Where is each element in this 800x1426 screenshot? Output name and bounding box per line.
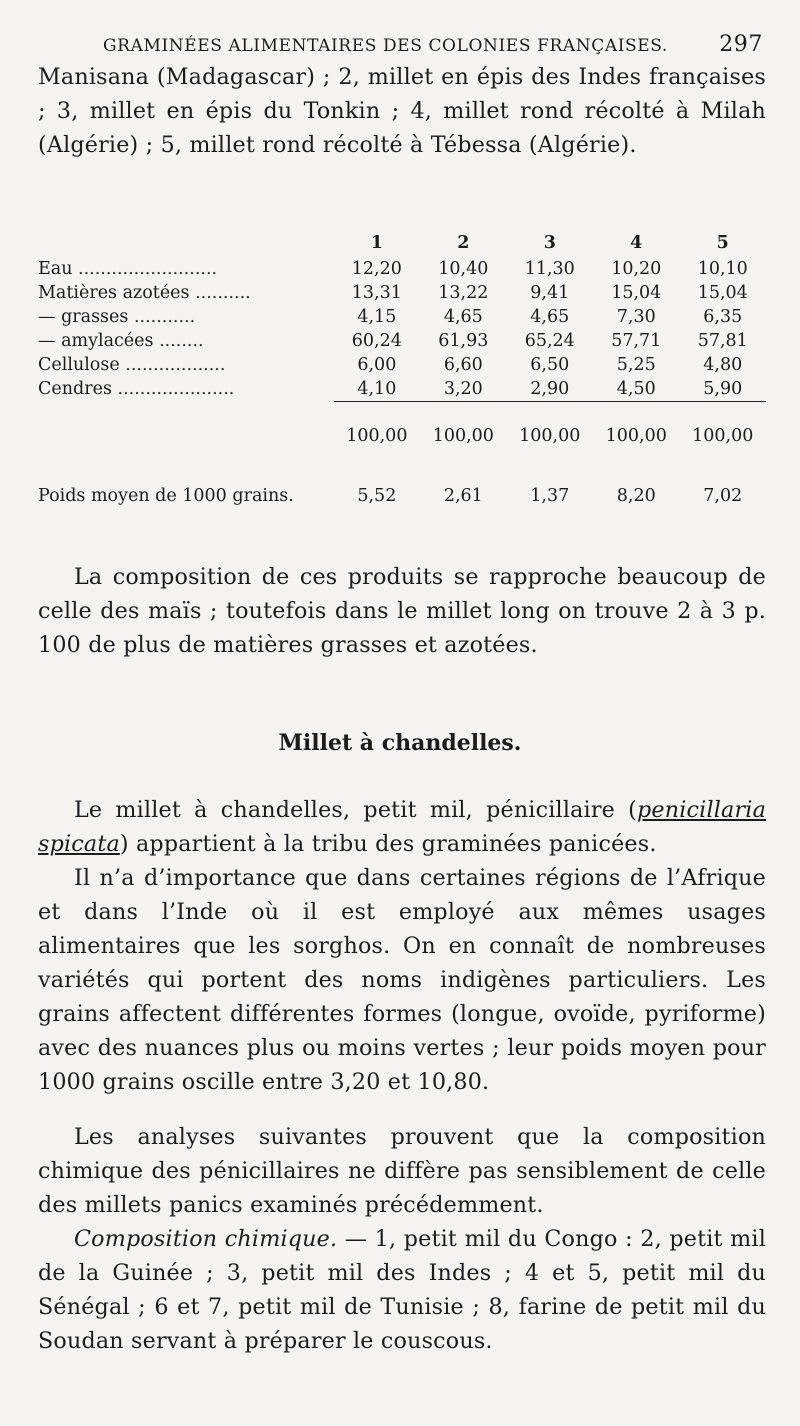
table-row: — grasses ........... 4,15 4,65 4,65 7,30 6,35 <box>38 305 766 329</box>
table-cell: 61,93 <box>438 331 489 351</box>
table-cell: 6,60 <box>443 355 483 375</box>
definition-text: Le millet à chandelles, petit mil, pénicillaire ( <box>74 797 637 823</box>
total-cell: 100,00 <box>679 402 766 463</box>
table-cell: 4,50 <box>616 379 656 399</box>
table-cell: 2,90 <box>530 379 570 399</box>
table-row: Eau ......................... 12,20 10,40 11,30 10,20 10,10 <box>38 257 766 281</box>
table-cell: 65,24 <box>524 331 575 351</box>
table-cell: 4,80 <box>703 355 743 375</box>
composition-lead: Composition chimique. <box>74 1226 338 1252</box>
table-cell: 15,04 <box>611 283 662 303</box>
table-cell: 4,10 <box>357 379 397 399</box>
definition-text-end: ) appartient à la tribu des graminées panicées. <box>119 831 657 857</box>
total-cell: 100,00 <box>334 402 420 463</box>
definition-paragraph <box>38 793 766 861</box>
row-label: — amylacées <box>38 331 154 351</box>
table-cell: 60,24 <box>351 331 402 351</box>
row-label: Cendres <box>38 379 112 400</box>
table-cell: 57,81 <box>697 331 748 351</box>
page-number: 297 <box>719 32 763 57</box>
table-cell: 5,90 <box>703 379 743 399</box>
composition-paragraph <box>38 1222 766 1358</box>
table-cell: 15,04 <box>697 283 748 303</box>
table-row: Cellulose .................. 6,00 6,60 6,50 5,25 4,80 <box>38 353 766 377</box>
table-cell: 7,02 <box>703 486 743 506</box>
table-cell: 11,30 <box>524 259 575 279</box>
table-cell: 3,20 <box>443 379 483 399</box>
comparison-paragraph: La composition de ces produits se rapproche beaucoup de celle des maïs ; toutefois dans le millet long on trouve 2 à 3 p. 100 de plus de matières grasses et azotées. <box>38 564 766 658</box>
importance-paragraph: Il n’a d’importance que dans certaines régions de l’Afrique et dans l’Inde où il est employé aux mêmes usages alimentaires que les sorghos. On en connaît de nombreuses variétés qui portent des noms indigènes particuliers. Les grains affectent différentes formes (longue, ovoïde, pyriforme) avec des nuances plus ou moins vertes ; leur poids moyen pour 1000 grains oscille entre 3,20 et 10,80. <box>38 865 766 1095</box>
table-cell: 57,71 <box>611 331 662 351</box>
table-row: — amylacées ........ 60,24 61,93 65,24 57,71 57,81 <box>38 329 766 353</box>
column-header: 2 <box>457 233 470 253</box>
row-label: Eau <box>38 259 73 279</box>
table-cell: 10,40 <box>438 259 489 279</box>
total-cell: 100,00 <box>593 402 679 463</box>
table-cell: 10,10 <box>697 259 748 279</box>
section-heading: Millet à chandelles. <box>278 730 522 756</box>
table-cell: 5,25 <box>616 355 656 375</box>
row-label: Matières azotées <box>38 283 190 303</box>
column-header: 5 <box>716 233 729 253</box>
table-cell: 13,31 <box>351 283 402 303</box>
grain-weight-row <box>38 484 766 508</box>
composition-table <box>38 229 766 508</box>
row-label: Poids moyen de 1000 grains. <box>38 486 294 506</box>
table-cell: 12,20 <box>351 259 402 279</box>
analysis-paragraph: Les analyses suivantes prouvent que la composition chimique des pénicillaires ne diffère pas sensiblement de celle des millets panics examinés précédemment. <box>38 1124 766 1218</box>
column-header: 4 <box>630 233 643 253</box>
table-cell: 9,41 <box>530 283 570 303</box>
table-cell: 13,22 <box>438 283 489 303</box>
table-header-row <box>38 229 766 257</box>
table-cell: 6,50 <box>530 355 570 375</box>
table-row: Matières azotées .......... 13,31 13,22 9,41 15,04 15,04 <box>38 281 766 305</box>
table-cell: 4,15 <box>357 307 397 327</box>
latin-name: penicillaria spicata <box>38 797 766 857</box>
total-cell: 100,00 <box>507 402 593 463</box>
totals-row <box>38 402 766 463</box>
column-header: 1 <box>370 233 383 253</box>
total-cell: 100,00 <box>420 402 506 463</box>
column-header: 3 <box>543 233 556 253</box>
intro-paragraph: Manisana (Madagascar) ; 2, millet en épis des Indes françaises ; 3, millet en épis du Tonkin ; 4, millet rond récolté à Milah (Algérie) ; 5, millet rond récolté à Tébessa (Algérie). <box>38 64 766 158</box>
table-cell: 4,65 <box>530 307 570 327</box>
composition-text: — 1, petit mil du Congo : 2, petit mil de la Guinée ; 3, petit mil des Indes ; 4 et 5, petit mil du Sénégal ; 6 et 7, petit mil de Tunisie ; 8, farine de petit mil du Soudan servant à préparer le couscous. <box>38 1226 766 1354</box>
table-cell: 7,30 <box>616 307 656 327</box>
table-cell: 6,35 <box>703 307 743 327</box>
row-label: — grasses <box>38 307 129 327</box>
row-label: Cellulose <box>38 355 120 375</box>
table-cell: 4,65 <box>443 307 483 327</box>
table-cell: 6,00 <box>357 355 397 375</box>
table-cell: 2,61 <box>443 486 483 506</box>
table-cell: 8,20 <box>616 486 656 506</box>
table-row: Cendres ..................... 4,10 3,20 2,90 4,50 5,90 <box>38 377 766 402</box>
table-cell: 10,20 <box>611 259 662 279</box>
table-cell: 1,37 <box>530 486 570 506</box>
table-cell: 5,52 <box>357 486 397 506</box>
running-title: GRAMINÉES ALIMENTAIRES DES COLONIES FRANÇAISES. <box>103 36 668 56</box>
